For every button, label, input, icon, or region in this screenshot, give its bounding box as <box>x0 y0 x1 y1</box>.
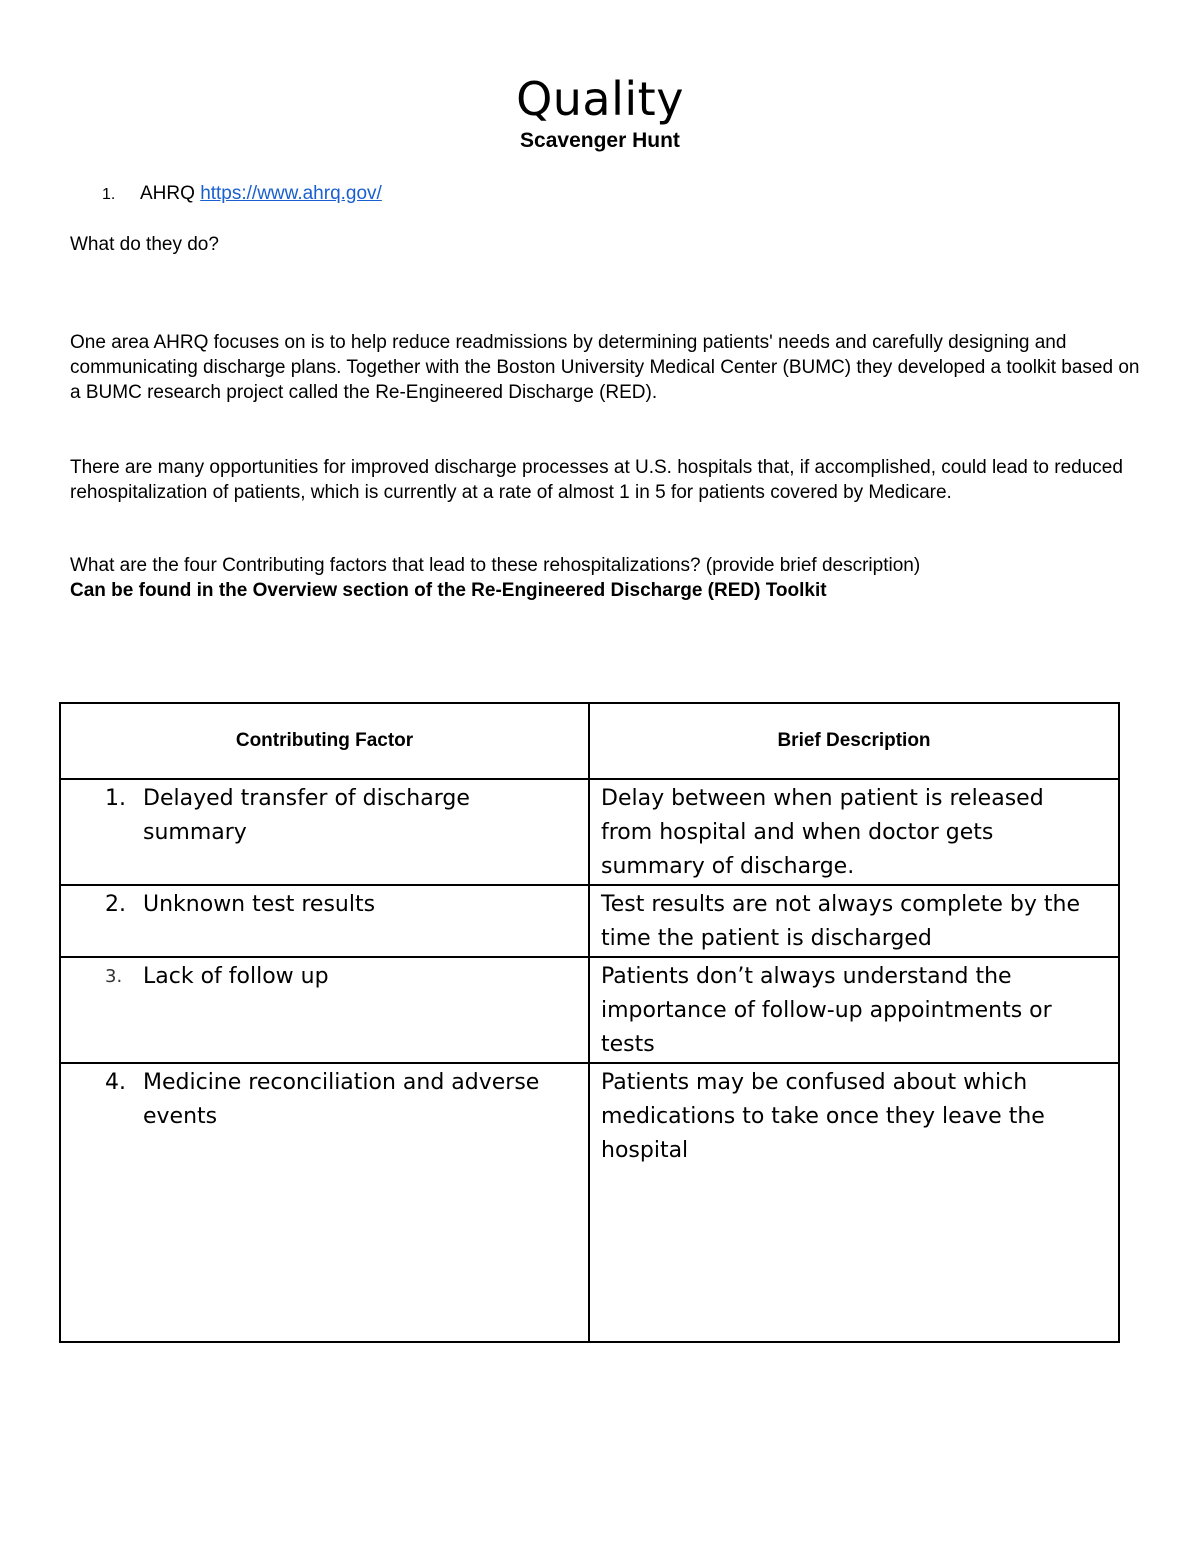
table-row <box>60 885 1119 957</box>
question-what-do-they-do: What do they do? <box>70 234 219 255</box>
description-text: Test results are not always complete by the time the patient is discharged <box>601 892 1080 951</box>
factor-text: Delayed transfer of discharge summary <box>143 786 470 845</box>
factor-number: 4. <box>105 1070 126 1095</box>
factor-text: Medicine reconciliation and adverse events <box>143 1070 540 1129</box>
table-row <box>60 957 1119 1063</box>
description-cell <box>589 885 1119 957</box>
table-row <box>60 1063 1119 1342</box>
factor-number: 2. <box>105 892 126 917</box>
ahrq-link[interactable]: https://www.ahrq.gov/ <box>200 183 382 204</box>
page-title: Quality <box>516 72 684 126</box>
table-row <box>60 779 1119 885</box>
item-label: AHRQ <box>140 183 195 204</box>
header-contributing-factor: Contributing Factor <box>60 703 589 779</box>
question-contributing-factors <box>70 553 1140 603</box>
contributing-factors-table <box>59 702 1120 1343</box>
factor-cell <box>60 885 589 957</box>
description-cell <box>589 779 1119 885</box>
table-header-row <box>60 703 1119 779</box>
description-cell <box>589 957 1119 1063</box>
description-text: Patients may be confused about which medications to take once they leave the hospital <box>601 1070 1045 1163</box>
factor-text: Lack of follow up <box>143 964 329 989</box>
page-subtitle: Scavenger Hunt <box>520 129 680 152</box>
header-brief-description: Brief Description <box>589 703 1119 779</box>
description-text: Patients don’t always understand the importance of follow-up appointments or tests <box>601 964 1052 1057</box>
factor-cell <box>60 1063 589 1342</box>
factor-cell <box>60 779 589 885</box>
question-hint: Can be found in the Overview section of the Re-Engineered Discharge (RED) Toolkit <box>70 580 827 601</box>
description-cell <box>589 1063 1119 1342</box>
factor-text: Unknown test results <box>143 892 376 917</box>
paragraph-opportunities: There are many opportunities for improved discharge processes at U.S. hospitals that, if accomplished, could lead to reduced rehospitalization of patients, which is currently at a rate of almost 1 in 5 for patients covered by Medicare. <box>70 457 1123 503</box>
question-text: What are the four Contributing factors that lead to these rehospitalizations? (provide brief description) <box>70 555 921 576</box>
description-text: Delay between when patient is released from hospital and when doctor gets summary of discharge. <box>601 786 1044 879</box>
numbered-item-ahrq <box>102 181 382 208</box>
factor-number: 3. <box>105 966 123 987</box>
paragraph-ahrq-focus: One area AHRQ focuses on is to help reduce readmissions by determining patients' needs and carefully designing and communicating discharge plans. Together with the Boston University Medical Center (BUMC) they developed a toolkit based on a BUMC research project called the Re-Engineered Discharge (RED). <box>70 332 1140 403</box>
item-number: 1. <box>102 186 116 203</box>
factor-number: 1. <box>105 786 126 811</box>
factor-cell <box>60 957 589 1063</box>
